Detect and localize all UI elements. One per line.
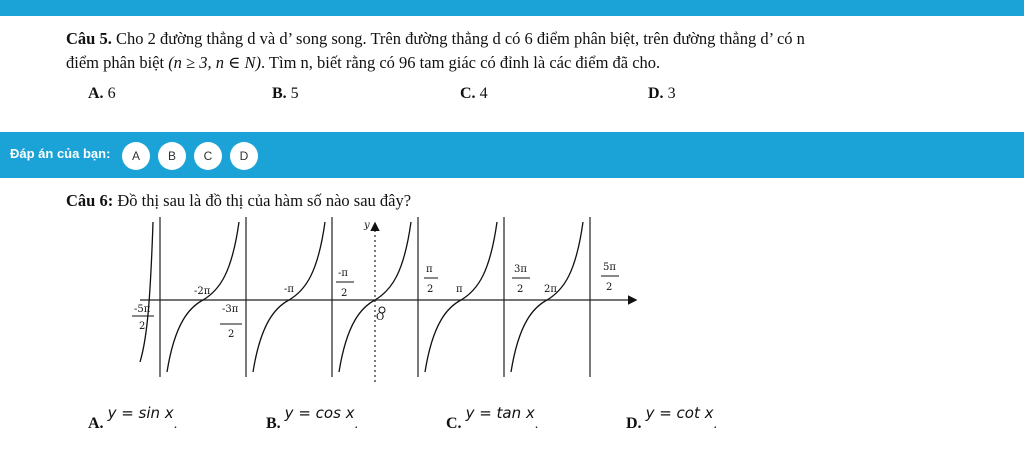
question6-option-d: D. y = cot x.: [626, 404, 717, 432]
question6-option-c: C. y = tan x.: [446, 404, 539, 432]
label-neg-pi-2-num: -π: [338, 268, 348, 279]
answer-bar: [0, 132, 1024, 178]
question6-title: [66, 190, 411, 212]
label-2pi: 2π: [544, 284, 557, 295]
label-neg-3pi-2-den: 2: [228, 329, 235, 340]
graph-branch: [253, 222, 325, 372]
label-neg-5pi-2-num: -5π: [134, 304, 151, 315]
graph-branch: [167, 222, 239, 372]
label-pi-2-den: 2: [427, 284, 434, 295]
cot-graph: [120, 212, 640, 382]
label-neg-pi-2-den: 2: [341, 288, 348, 299]
question5-text-line2-b: . Tìm n, biết rằng có 96 tam giác có đỉnh là các điểm đã cho.: [260, 53, 661, 72]
question6-text: Đồ thị sau là đồ thị của hàm số nào sau đây?: [113, 191, 412, 210]
answer-choice-d-button[interactable]: D: [230, 142, 258, 170]
label-pi: π: [456, 284, 463, 295]
question5-option-a: A. 6: [88, 85, 116, 102]
graph-branch: [140, 222, 153, 362]
label-5pi-2-den: 2: [606, 282, 613, 293]
graph-branch: [511, 222, 583, 372]
answer-choice-c-button[interactable]: C: [194, 142, 222, 170]
question6-option-b: B. y = cos x.: [266, 404, 359, 432]
label-y-axis: y: [364, 220, 370, 231]
question5-line2: [66, 52, 660, 74]
graph-branch: [425, 222, 497, 372]
question6-number: Câu 6:: [66, 191, 114, 210]
answer-choice-a-button[interactable]: A: [122, 142, 150, 170]
question5-number: Câu 5.: [66, 29, 112, 48]
question5-condition: (n ≥ 3, n ∈ N): [168, 53, 261, 72]
question6-option-a: A. y = sin x.: [88, 404, 178, 432]
question5-text-line2-a: điểm phân biệt: [66, 53, 169, 72]
question5-option-d: D. 3: [648, 85, 676, 102]
answer-choice-b-button[interactable]: B: [158, 142, 186, 170]
question5-text-line1: Cho 2 đường thẳng d và d’ song song. Trên đường thẳng d có 6 điểm phân biệt, trên đường thẳng d’ có n: [111, 29, 805, 48]
label-neg-3pi-2-num: -3π: [222, 304, 239, 315]
question5-option-c: C. 4: [460, 85, 488, 102]
answer-label: Đáp án của bạn:: [10, 146, 111, 161]
label-origin: O: [376, 312, 385, 323]
label-pi-2-num: π: [426, 264, 433, 275]
label-neg-5pi-2-den: 2: [139, 321, 146, 332]
top-banner: [0, 0, 1024, 16]
label-5pi-2-num: 5π: [603, 262, 616, 273]
question5-option-b: B. 5: [272, 85, 299, 102]
question5-line1: [66, 28, 805, 50]
label-neg-pi: -π: [284, 284, 294, 295]
label-3pi-2-den: 2: [517, 284, 524, 295]
label-neg-2pi: -2π: [194, 286, 211, 297]
label-3pi-2-num: 3π: [514, 264, 527, 275]
graph-branches: [140, 222, 583, 372]
